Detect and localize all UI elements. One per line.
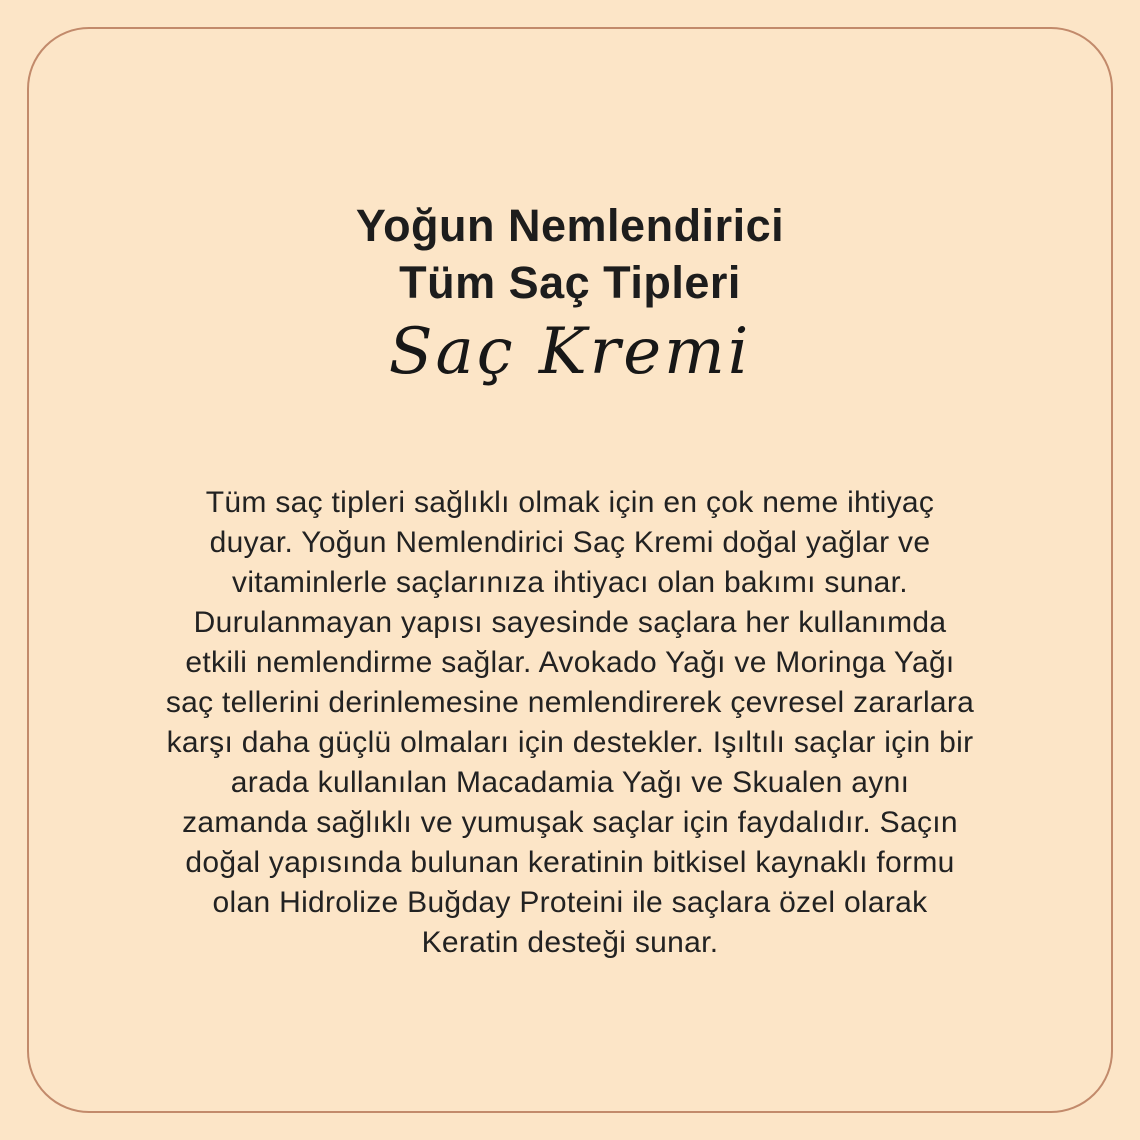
product-title [0,197,1140,311]
product-title-line1: Yoğun Nemlendirici [355,200,785,251]
product-subtitle-script: Saç Kremi [388,315,752,389]
product-title-line2: Tüm Saç Tipleri [399,257,741,308]
product-description-text: Tüm saç tipleri sağlıklı olmak için en çok neme ihtiyaç duyar. Yoğun Nemlendirici Saç Kremi doğal yağlar ve vitaminlerle saçlarınıza ihtiyacı olan bakımı sunar. Durulanmayan yapısı sayesinde saçlara her kullanımda etkili nemlendirme sağlar. Avokado Yağı ve Moringa Yağı saç tellerini derinlemesine nemlendirerek çevresel zararlara karşı daha güçlü olmaları için destekler. Işıltılı saçlar için bir arada kullanılan Macadamia Yağı ve Skualen aynı zamanda sağlıklı ve yumuşak saçlar için faydalıdır. Saçın doğal yapısında bulunan keratinin bitkisel kaynaklı formu olan Hidrolize Buğday Proteini ile saçlara özel olarak Keratin desteği sunar. [165,486,975,959]
